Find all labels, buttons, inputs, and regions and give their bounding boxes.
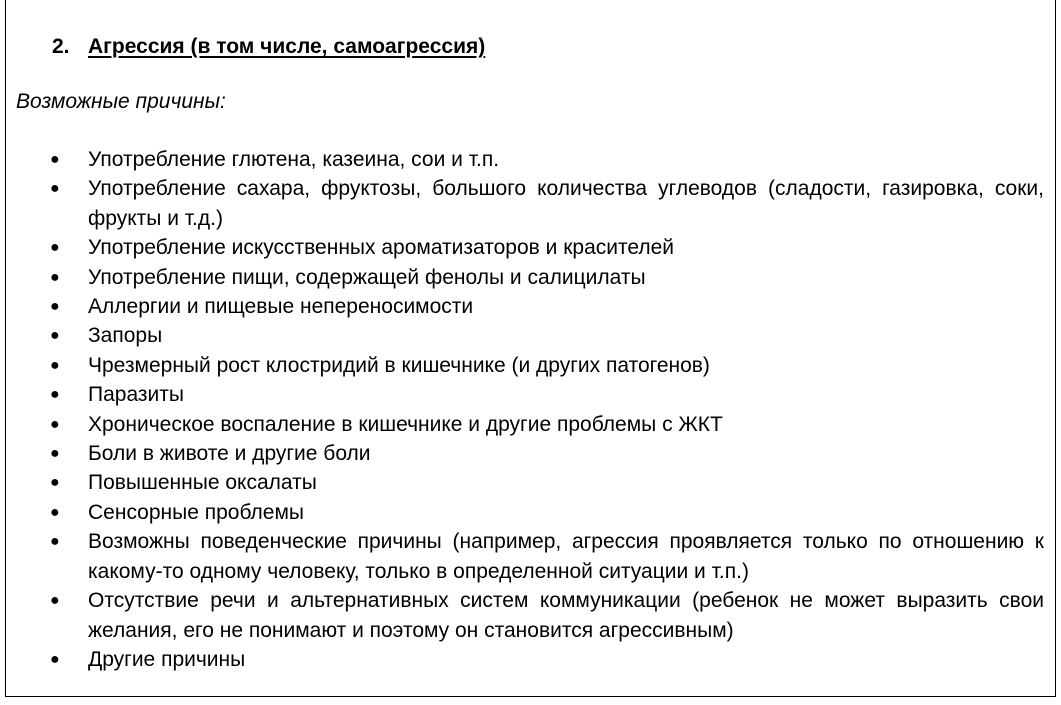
- list-item: [0, 468, 1044, 497]
- list-item: [0, 292, 1044, 321]
- list-item-text: Боли в животе и другие боли: [88, 442, 371, 466]
- list-item: [0, 263, 1044, 292]
- bullet-icon: ●: [50, 592, 60, 610]
- list-item: [0, 439, 1044, 468]
- list-item: [0, 145, 1044, 174]
- bullet-icon: ●: [50, 327, 60, 345]
- list-item: [0, 351, 1044, 380]
- bullet-icon: ●: [50, 650, 60, 668]
- bullet-icon: ●: [50, 239, 60, 257]
- list-item: [0, 380, 1044, 409]
- bullet-icon: ●: [50, 503, 60, 521]
- list-item: [0, 498, 1044, 527]
- list-item-text: Употребление сахара, фруктозы, большого количества углеводов (сладости, газировка, соки, фрукты и т.д.): [88, 177, 1044, 230]
- bullet-icon: ●: [50, 415, 60, 433]
- bullet-icon: ●: [50, 474, 60, 492]
- causes-subheading: Возможные причины:: [16, 90, 226, 113]
- bullet-icon: ●: [50, 533, 60, 551]
- causes-list: [0, 145, 1061, 674]
- list-item-text: Употребление глютена, казеина, сои и т.п.: [88, 148, 500, 171]
- list-item-text: Аллергии и пищевые непереносимости: [88, 295, 474, 319]
- list-item: [0, 174, 1044, 233]
- list-item: [0, 321, 1044, 350]
- list-item-text: Другие причины: [88, 647, 246, 671]
- bullet-icon: ●: [50, 298, 60, 316]
- list-item-text: Повышенные оксалаты: [88, 471, 317, 495]
- section-title: Агрессия (в том числе, самоагрессия): [88, 35, 486, 58]
- section-number: 2.: [52, 35, 70, 58]
- list-item-text: Запоры: [88, 324, 163, 348]
- list-item-text: Хроническое воспаление в кишечнике и другие проблемы с ЖКТ: [88, 412, 723, 436]
- list-item-text: Употребление искусственных ароматизаторов и красителей: [88, 236, 675, 260]
- bullet-icon: ●: [50, 386, 60, 404]
- list-item-text: Употребление пищи, содержащей фенолы и салицилаты: [88, 265, 646, 289]
- section-heading: [52, 34, 485, 60]
- bullet-icon: ●: [50, 268, 60, 286]
- bullet-icon: ●: [50, 356, 60, 374]
- list-item: [0, 410, 1044, 439]
- bullet-icon: ●: [50, 151, 60, 168]
- list-item: [0, 527, 1044, 586]
- bullet-icon: ●: [50, 445, 60, 463]
- list-item-text: Паразиты: [88, 383, 184, 407]
- bullet-icon: ●: [50, 180, 60, 198]
- list-item-text: Отсутствие речи и альтернативных систем коммуникации (ребенок не может выразить свои желания, его не понимают и поэтому он становится агрессивным): [88, 589, 1044, 642]
- list-item: [0, 586, 1044, 645]
- list-item-text: Сенсорные проблемы: [88, 500, 305, 524]
- list-item-text: Чрезмерный рост клостридий в кишечнике (и других патогенов): [88, 353, 710, 377]
- list-item-text: Возможны поведенческие причины (например, агрессия проявляется только по отношению к какому-то одному человеку, только в определенной ситуации и т.п.): [88, 530, 1044, 583]
- list-item: [0, 233, 1044, 262]
- list-item: [0, 645, 1044, 674]
